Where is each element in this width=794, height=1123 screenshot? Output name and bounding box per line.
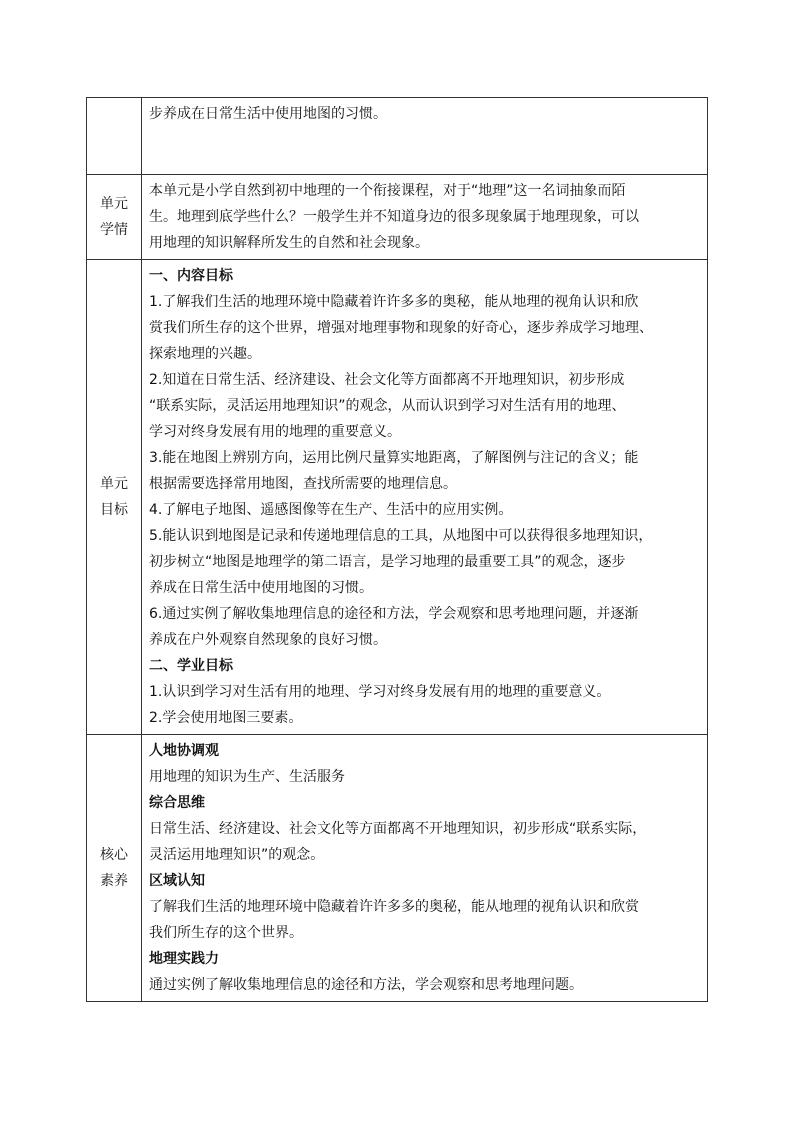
label-line: 单元 [100, 476, 128, 492]
text-line: 学习对终身发展有用的地理的重要意义。 [149, 424, 401, 440]
table-row [87, 260, 708, 735]
text-line: 赏我们所生存的这个世界，增强对地理事物和现象的好奇心，逐步养成学习地理、 [149, 320, 653, 336]
text-line: 1.了解我们生活的地理环境中隐藏着许许多多的奥秘，能从地理的视角认识和欣 [149, 294, 639, 310]
text-line: 2.知道在日常生活、经济建设、社会文化等方面都离不开地理知识，初步形成 [149, 372, 625, 388]
label-line: 素养 [100, 873, 128, 889]
text-line: 5.能认识到地图是记录和传递地理信息的工具，从地图中可以获得很多地理知识， [149, 528, 653, 544]
text-line: 探索地理的兴趣。 [149, 346, 261, 362]
text-line: 3.能在地图上辨别方向，运用比例尺量算实地距离，了解图例与注记的含义；能 [149, 450, 639, 466]
row-label-unit-goals [87, 260, 142, 735]
text-line: 灵活运用地理知识”的观念。 [149, 847, 325, 863]
row-content-unit-situation [142, 175, 708, 260]
text-line: 根据需要选择常用地图，查找所需要的地理信息。 [149, 476, 457, 492]
section-heading: 区域认知 [149, 873, 205, 889]
section-heading: 人地协调观 [149, 743, 219, 759]
section-heading: 一、内容目标 [149, 268, 233, 284]
text-line: 初步树立“地图是地理学的第二语言，是学习地理的最重要工具”的观念，逐步 [149, 554, 626, 570]
text-line: 了解我们生活的地理环境中隐藏着许许多多的奥秘，能从地理的视角认识和欣赏 [149, 899, 639, 915]
label-line: 核心 [100, 847, 128, 863]
text-line: 用地理的知识解释所发生的自然和社会现象。 [149, 235, 429, 251]
text-line: 2.学会使用地图三要素。 [149, 710, 303, 726]
row-label-unit-situation [87, 175, 142, 260]
text-line: “联系实际，灵活运用地理知识”的观念，从而认识到学习对生活有用的地理、 [149, 398, 626, 414]
text-line: 养成在日常生活中使用地图的习惯。 [149, 580, 373, 596]
table-row [87, 735, 708, 1002]
row-label [87, 98, 142, 175]
row-label-core-literacy [87, 735, 142, 1002]
text-line: 通过实例了解收集地理信息的途径和方法，学会观察和思考地理问题。 [149, 977, 583, 993]
text-line: 养成在户外观察自然现象的良好习惯。 [149, 632, 387, 648]
label-line: 目标 [100, 502, 128, 518]
text-line: 日常生活、经济建设、社会文化等方面都离不开地理知识，初步形成“联系实际， [149, 821, 647, 837]
text-line: 用地理的知识为生产、生活服务 [149, 769, 345, 785]
table-row [87, 98, 708, 175]
section-heading: 地理实践力 [149, 951, 219, 967]
row-content [142, 98, 708, 175]
table-row [87, 175, 708, 260]
section-heading: 二、学业目标 [149, 658, 233, 674]
label-line: 学情 [100, 222, 128, 238]
lesson-plan-table [86, 97, 708, 1002]
text-line: 步养成在日常生活中使用地图的习惯。 [149, 106, 387, 122]
text-line: 1.认识到学习对生活有用的地理、学习对终身发展有用的地理的重要意义。 [149, 684, 611, 700]
row-content-core-literacy [142, 735, 708, 1002]
row-content-unit-goals [142, 260, 708, 735]
text-line: 我们所生存的这个世界。 [149, 925, 303, 941]
text-line: 本单元是小学自然到初中地理的一个衔接课程，对于“地理”这一名词抽象而陌 [149, 183, 626, 199]
text-line: 4.了解电子地图、遥感图像等在生产、生活中的应用实例。 [149, 502, 513, 518]
label-line: 单元 [100, 196, 128, 212]
text-line: 生。地理到底学些什么？一般学生并不知道身边的很多现象属于地理现象，可以 [149, 209, 639, 225]
text-line: 6.通过实例了解收集地理信息的途径和方法，学会观察和思考地理问题，并逐渐 [149, 606, 639, 622]
section-heading: 综合思维 [149, 795, 205, 811]
